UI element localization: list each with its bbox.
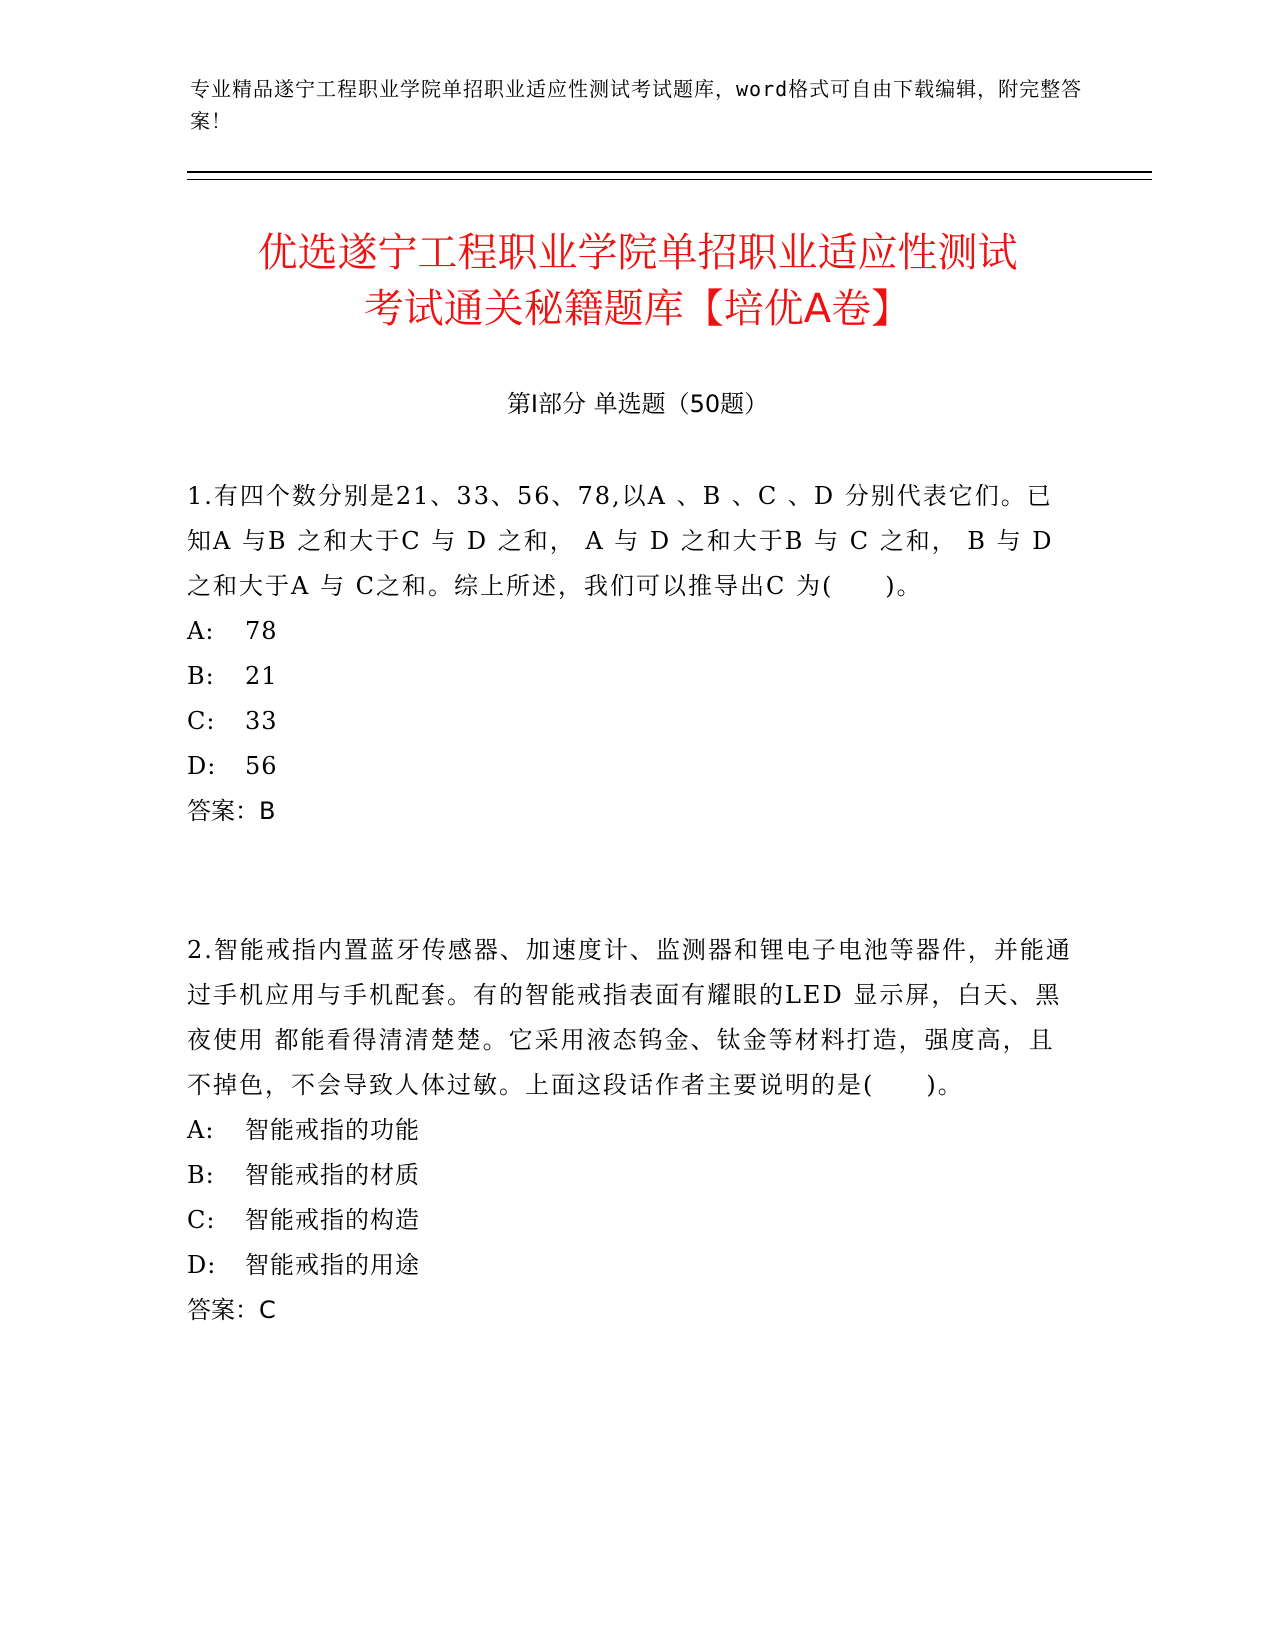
question-1-option-d xyxy=(187,744,1077,789)
document-title xyxy=(150,225,1125,337)
option-letter: A: xyxy=(187,617,215,645)
question-2-option-d xyxy=(187,1243,1077,1288)
option-text: 智能戒指的构造 xyxy=(245,1206,420,1234)
document-title-line-2: 考试通关秘籍题库【培优A卷】 xyxy=(363,286,912,332)
question-1-stem: 1.有四个数分别是21、33、56、78,以A 、B 、C 、D 分别代表它们。已知A 与B 之和大于C 与 D 之和， A 与 D 之和大于B 与 C 之和， B 与 D 之和大于A 与 C之和。综上所述，我们可以推导出C 为( )。 xyxy=(187,482,1054,600)
header-note: 专业精品遂宁工程职业学院单招职业适应性测试考试题库，word格式可自由下载编辑，附完整答案！ xyxy=(190,77,1083,133)
question-2-option-a xyxy=(187,1108,1077,1153)
document-title-line-1: 优选遂宁工程职业学院单招职业适应性测试 xyxy=(257,230,1018,276)
option-text: 56 xyxy=(245,752,278,780)
section-title: 第Ⅰ部分 单选题（50题） xyxy=(506,390,769,418)
question-1 xyxy=(187,474,1077,834)
option-letter: C: xyxy=(187,707,216,735)
header-divider-thin xyxy=(187,179,1152,180)
question-1-answer: 答案：B xyxy=(187,797,276,825)
question-1-option-a xyxy=(187,609,1077,654)
option-letter: C: xyxy=(187,1206,216,1234)
option-letter: B: xyxy=(187,1161,215,1189)
option-text: 78 xyxy=(245,617,278,645)
option-text: 智能戒指的材质 xyxy=(245,1161,420,1189)
option-text: 21 xyxy=(245,662,278,690)
option-letter: A: xyxy=(187,1116,215,1144)
option-text: 33 xyxy=(245,707,278,735)
question-2 xyxy=(187,928,1077,1333)
option-letter: B: xyxy=(187,662,215,690)
question-1-option-b xyxy=(187,654,1077,699)
question-2-option-b xyxy=(187,1153,1077,1198)
question-1-option-c xyxy=(187,699,1077,744)
question-2-option-c xyxy=(187,1198,1077,1243)
question-2-answer: 答案：C xyxy=(187,1296,276,1324)
option-text: 智能戒指的用途 xyxy=(245,1251,420,1279)
option-letter: D: xyxy=(187,752,217,780)
question-2-stem: 2.智能戒指内置蓝牙传感器、加速度计、监测器和锂电子电池等器件，并能通 过手机应用与手机配套。有的智能戒指表面有耀眼的LED 显示屏，白天、黑夜使用 都能看得清清楚楚。它采用液态钨金、钛金等材料打造，强度高，且不掉色，不会导致人体过敏。上面这段话作者主要说明的是( )。 xyxy=(187,936,1072,1099)
header-divider-thick xyxy=(187,171,1152,173)
option-letter: D: xyxy=(187,1251,217,1279)
option-text: 智能戒指的功能 xyxy=(245,1116,420,1144)
